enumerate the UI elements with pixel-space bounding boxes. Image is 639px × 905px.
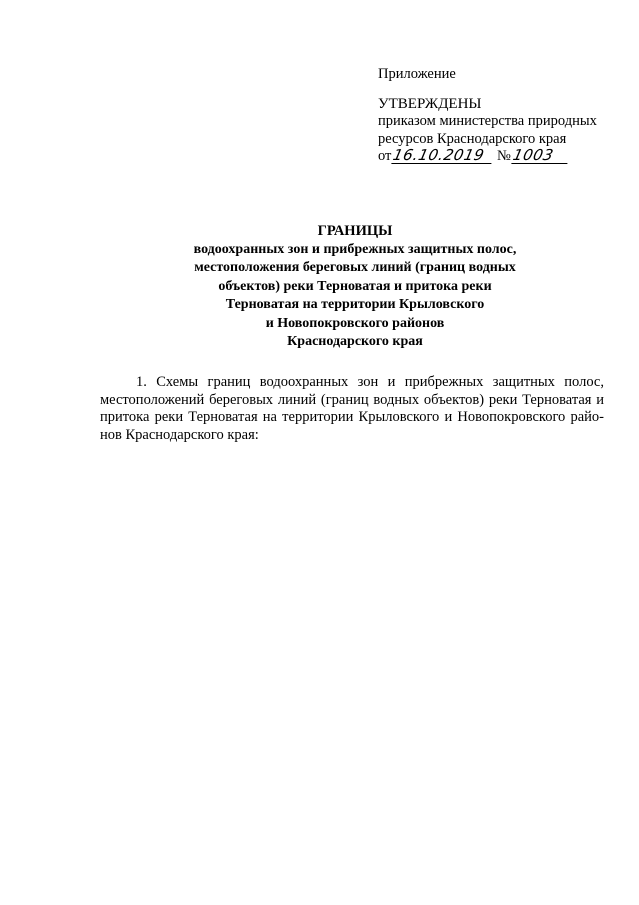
body-line: нов Краснодарского края: [100,426,259,443]
title-line: водоохранных зон и прибрежных защитных полос, [193,241,517,257]
approval-order-line-1: приказом министерства природных [378,113,597,129]
body-line: притока реки Терноватая на территории Крыловского и Новопокровского райо- [100,409,604,425]
approved-label: УТВЕРЖДЕНЫ [378,95,482,112]
title-line: местоположения береговых линий (границ водных [194,260,516,275]
date-prefix: от [378,148,392,164]
title-line: объектов) реки Терноватая и притока реки [218,278,492,294]
body-paragraph [100,374,604,444]
title-line: Краснодарского края [287,334,423,349]
title-heading: ГРАНИЦЫ [317,223,393,239]
approval-order-line-2: ресурсов Краснодарского края [378,130,567,147]
handwritten-number: 1003 [511,148,570,164]
approval-block [378,66,628,166]
approval-date-row [378,148,628,166]
title-line: Терноватая на территории Крыловского [225,297,485,312]
number-prefix: № [497,148,511,164]
document-title [120,222,590,352]
title-line: и Новопокровского районов [265,315,445,331]
body-line: местоположений береговых линий (границ водных объектов) реки Терноватая и [100,391,604,408]
body-line: 1. Схемы границ водоохранных зон и прибрежных защитных полос, [136,374,604,390]
handwritten-date: 16.10.2019 [392,148,495,164]
annex-label: Приложение [378,66,456,82]
